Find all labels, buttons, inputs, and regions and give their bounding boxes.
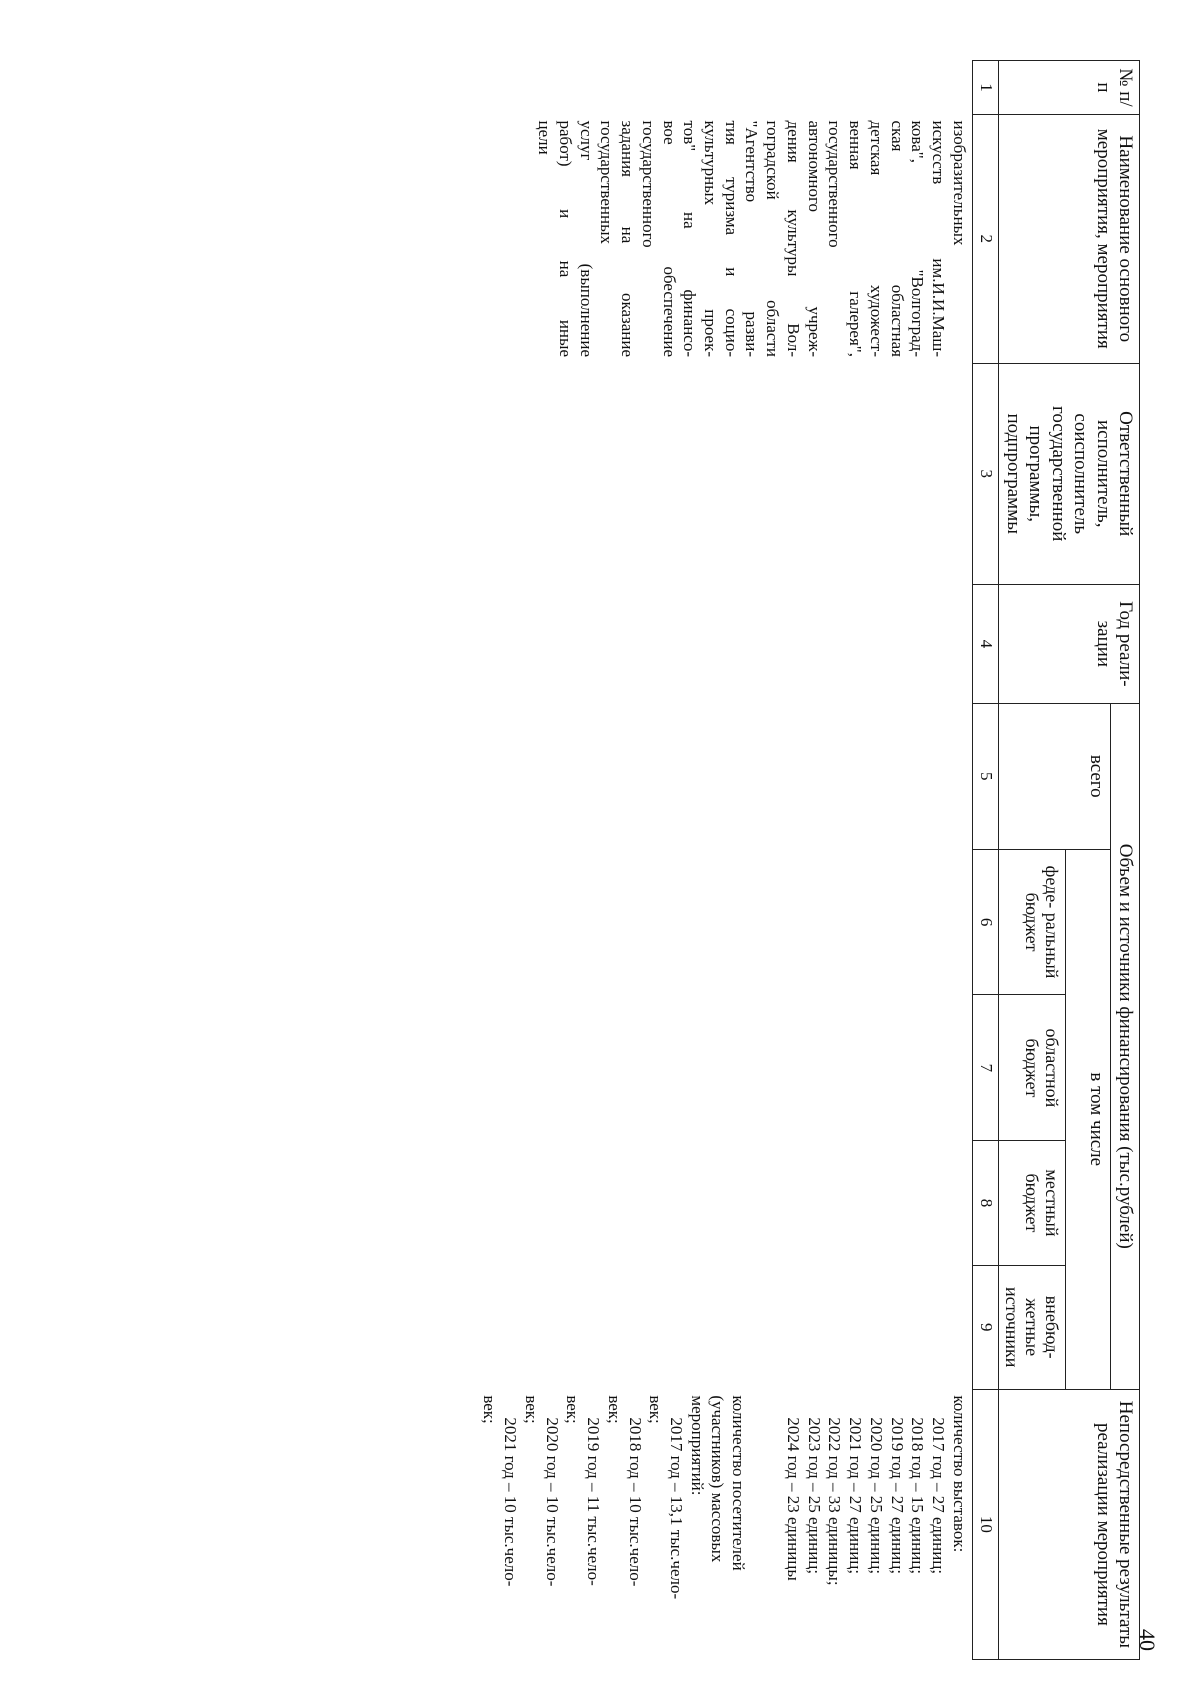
measure-line: задания на оказание: [618, 120, 638, 357]
results-line: 2021 год – 27 единиц;: [846, 1417, 866, 1575]
header-total: всего: [998, 703, 1110, 849]
measure-line: тов" на финансо-: [680, 120, 700, 357]
measure-line: цели: [535, 120, 555, 155]
executor-cell: [476, 363, 973, 584]
header-executor: Ответственный исполнитель, соисполнитель государственной программы, подпрограммы: [998, 363, 1139, 584]
column-number: 5: [972, 703, 998, 849]
header-results: Непосредственные результаты реализации мероприятия: [998, 1389, 1139, 1659]
total-cell: [476, 703, 973, 849]
header-measure: Наименование основного мероприятия, мероприятия: [998, 115, 1139, 363]
results-line: век;: [563, 1395, 583, 1424]
results-line: 2019 год – 27 единиц;: [887, 1417, 907, 1575]
measure-name-cell: [476, 115, 973, 363]
results-line: (участников) массовых: [708, 1395, 728, 1563]
results-line: количество выставок:: [949, 1395, 969, 1553]
regional-cell: [476, 995, 973, 1141]
header-including: в том числе: [1066, 849, 1111, 1389]
results-line: век;: [521, 1395, 541, 1424]
header-funding: Объем и источники финансирования (тыс.рублей): [1110, 703, 1139, 1389]
measure-line: ская областная: [887, 120, 907, 357]
results-line: 2023 год – 25 единиц;: [804, 1417, 824, 1575]
column-number: 10: [972, 1389, 998, 1659]
column-number: 6: [972, 849, 998, 995]
results-line: 2021 год – 10 тыс.чело-: [501, 1417, 521, 1587]
results-line: мероприятий:: [687, 1395, 707, 1496]
results-line: век;: [604, 1395, 624, 1424]
measure-line: детская художест-: [866, 120, 886, 357]
results-line: век;: [480, 1395, 500, 1424]
local-cell: [476, 1141, 973, 1265]
header-local: местный бюджет: [998, 1141, 1065, 1265]
results-cell: [476, 1389, 973, 1659]
results-line: 2020 год – 10 тыс.чело-: [542, 1417, 562, 1587]
measure-line: услуг (выполнение: [576, 120, 596, 357]
header-regional: областной бюджет: [998, 995, 1065, 1141]
results-line: 2017 год – 27 единиц;: [929, 1417, 949, 1575]
results-line: 2019 год – 11 тыс.чело-: [584, 1417, 604, 1586]
header-year: Год реали- зации: [998, 584, 1139, 703]
measure-line: гоградской области: [763, 120, 783, 357]
measure-line: культурных проек-: [701, 120, 721, 357]
results-line: 2020 год – 25 единиц;: [866, 1417, 886, 1575]
results-spacer: [748, 1395, 782, 1653]
column-number: 3: [972, 363, 998, 584]
header-extrabudget: внебюд- жетные источники: [998, 1265, 1065, 1389]
measure-line: кова", "Волгоград-: [908, 120, 928, 357]
extrabudget-cell: [476, 1265, 973, 1389]
column-number: 1: [972, 61, 998, 115]
column-number: 4: [972, 584, 998, 703]
results-line: 2024 год – 23 единицы: [783, 1417, 803, 1581]
measure-line: "Агентство разви-: [742, 120, 762, 357]
column-number-row: [972, 61, 998, 1660]
results-line: 2018 год – 10 тыс.чело-: [625, 1417, 645, 1587]
measure-line: венная галерея",: [846, 120, 866, 357]
measure-line: дения культуры Вол-: [783, 120, 803, 357]
measure-line: изобразительных: [949, 120, 969, 246]
measure-line: государственных: [597, 120, 617, 244]
header-number: № п/п: [998, 61, 1139, 115]
measure-line: тия туризма и социо-: [721, 120, 741, 357]
measure-line: автономного учреж-: [804, 120, 824, 357]
column-number: 8: [972, 1141, 998, 1265]
results-line: век;: [646, 1395, 666, 1424]
measure-line: искусств им.И.И.Маш-: [929, 120, 949, 357]
column-number: 9: [972, 1265, 998, 1389]
column-number: 2: [972, 115, 998, 363]
measure-line: работ) и на иные: [555, 120, 575, 357]
results-line: 2018 год – 15 единиц;: [908, 1417, 928, 1575]
measure-line: государственного: [638, 120, 658, 248]
federal-cell: [476, 849, 973, 995]
measure-line: вое обеспечение: [659, 120, 679, 357]
cell-number: [476, 61, 973, 115]
table-row: [476, 61, 973, 1660]
page-number: 40: [1135, 1629, 1160, 1651]
year-cell: [476, 584, 973, 703]
measure-line: государственного: [825, 120, 845, 248]
column-number: 7: [972, 995, 998, 1141]
header-row-1: [1110, 61, 1139, 1660]
results-line: 2022 год – 33 единицы;: [825, 1417, 845, 1586]
results-line: количество посетителей: [729, 1395, 749, 1571]
results-line: 2017 год – 13,1 тыс.чело-: [667, 1417, 687, 1600]
program-table: [476, 60, 1140, 1660]
header-federal: феде- ральный бюджет: [998, 849, 1065, 995]
